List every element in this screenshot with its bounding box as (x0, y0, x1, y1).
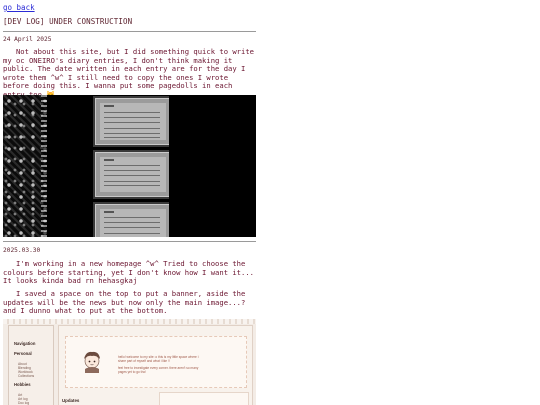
entry-text: I saved a space on the top to put a banner, aside the updates will be the news but now only the main image...? and I dunno what to put at the bottom. (3, 289, 250, 316)
preview-list-item: Art log (18, 397, 28, 401)
entry-date: 2025.03.30 (3, 247, 41, 254)
preview-main (58, 325, 253, 405)
diary-page-preview (95, 98, 171, 145)
preview-list-item: Art (18, 393, 23, 397)
homepage-screenshot (3, 319, 256, 405)
entry-date: 24 April 2025 (3, 36, 52, 43)
divider (3, 31, 256, 32)
divider (3, 241, 256, 242)
diary-page-preview (95, 152, 171, 197)
preview-updates-heading: Updates (62, 398, 80, 403)
preview-list-item: Doc log (18, 401, 30, 405)
lace-border-decoration (3, 95, 47, 237)
preview-banner-text: pages yet to go tho! (118, 370, 146, 374)
preview-sidebar (8, 325, 54, 405)
preview-personal-heading: Personal (14, 351, 32, 356)
preview-banner-text: share part of myself and what i like !! (118, 359, 170, 363)
preview-list-item: Collections (18, 374, 35, 378)
diary-screenshot (3, 95, 256, 237)
preview-card (159, 392, 249, 405)
preview-banner (65, 336, 247, 388)
diary-page-preview (95, 204, 171, 237)
entry-text: Not about this site, but I did something quick to write my oc ONEIRO's diary entries, I don't think making it public. The date written in each entry are for the day I wrote them ^w^ I still need to copy the ones I wrote before doing this. I wanna put some pagedolls in each (3, 47, 254, 91)
dark-background (169, 95, 256, 237)
preview-list-item: Blending (18, 366, 31, 370)
preview-list-item: About (18, 362, 27, 366)
chibi-avatar-icon (80, 349, 104, 373)
preview-list-item: Workbook (18, 370, 33, 374)
go-back-link[interactable]: go back (3, 3, 35, 12)
preview-banner-text: feel free to investigate every corner. there aren't so many (118, 366, 199, 370)
preview-banner-text: hello! welcome to my site :o this is my little space where i (118, 355, 199, 359)
lace-border-decoration (3, 319, 256, 324)
preview-nav-heading: Navigation (14, 341, 36, 346)
preview-hobbies-heading: Hobbies (14, 382, 31, 387)
entry-text: I'm working in a new homepage ^w^ Tried to choose the colours before starting, yet I don't know how I want it... It looks kinda bad rn hehasgkaj (3, 259, 259, 286)
page-title: [DEV LOG] UNDER CONSTRUCTION (3, 17, 133, 26)
